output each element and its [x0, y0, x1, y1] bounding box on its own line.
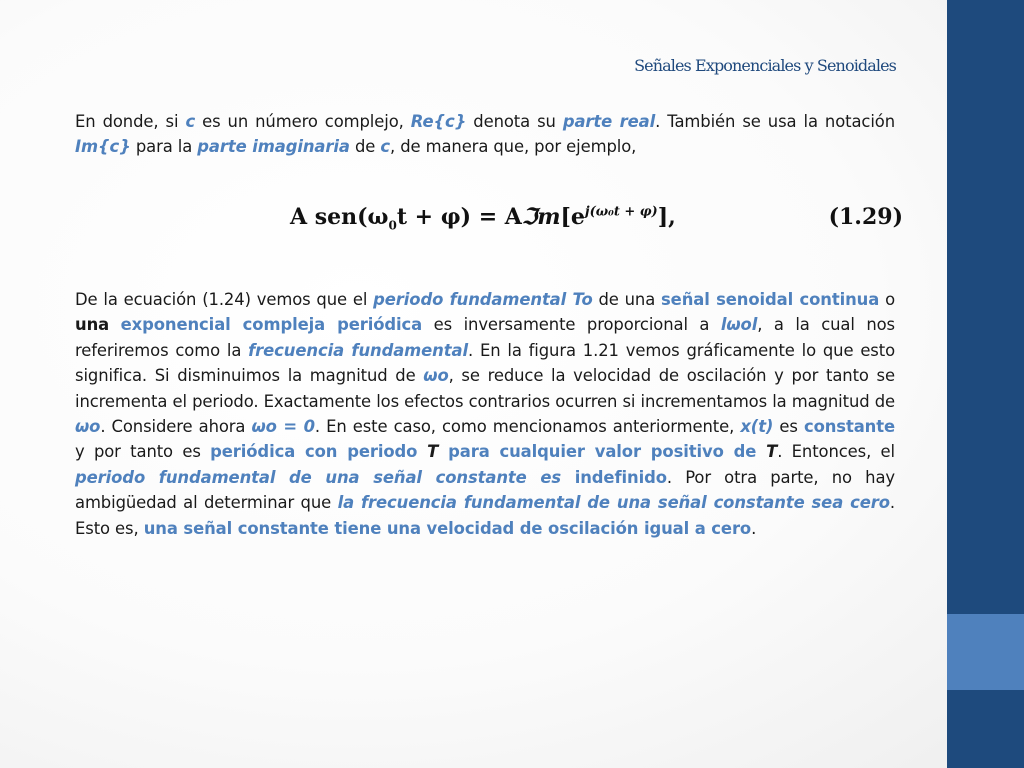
slide-title: Señales Exponenciales y Senoidales	[634, 56, 896, 75]
sidebar-accent-block	[947, 614, 1024, 690]
paragraph-complex-notation: En donde, si c es un número complejo, Re{c} denota su parte real. También se usa la notación Im{c} para la parte imaginaria de c, de manera que, por ejemplo,	[75, 112, 895, 157]
equation-formula: A $sen(\omega_0t + \varphi)$ = $Aℑm[e^{j(\omega_0t + \varphi)}]$,	[290, 204, 676, 233]
equation-number: (1.29)	[828, 204, 903, 230]
equation-1-29	[290, 198, 905, 242]
paragraph-fundamental-period: De la ecuación (1.24) vemos que el periodo fundamental To de una señal senoidal continua o una exponencial compleja periódica es inversamente proporcional a lωol, a la cual nos referiremos como la frecuencia fundamental. En la figura 1.21 vemos gráficamente lo que esto significa. Si disminuimos la magnitud de ωo, se reduce la velocidad de oscilación y por tanto se incrementa el periodo. Exactamente los efectos contrarios ocurren si incrementamos la magnitud de ωo. Considere ahora ωo = 0. En este caso, como mencionamos anteriormente, x(t) es constante y por tanto es periódica con periodo T para cualquier valor positivo de T. Entonces, el periodo fundamental de una señal constante es indefinido. Por otra parte, no hay ambigüedad al determinar que la frecuencia fundamental de una señal constante sea cero. Esto es, una señal constante tiene una velocidad de oscilación igual a cero.	[75, 290, 896, 538]
